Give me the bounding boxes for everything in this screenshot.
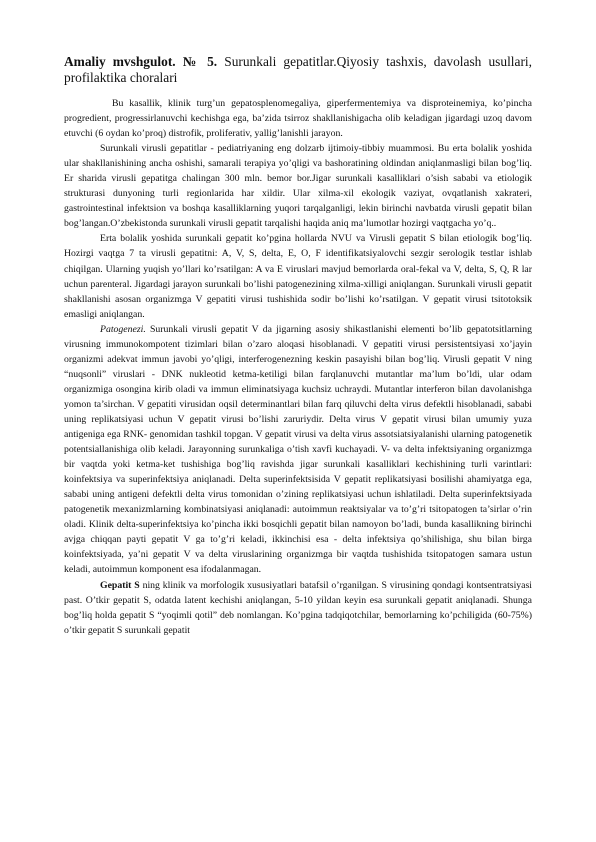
document-body — [64, 96, 532, 638]
pathogenesis-label: Patogenezi. — [100, 323, 146, 335]
page-title — [64, 54, 532, 86]
paragraph-etiology: Erta bolalik yoshida surunkali gepatit ko’pgina hollarda NVU va Virusli gepatit S bilan etiologik bog’liq. Hozirgi vaqtga 7 ta virusli gepatitni: A, V, S, delta, E, O, F identifikatsiyalovchi sezgir serologik testlar ishlab chiqilgan. Ularning yuqish yo’llari ko’rsatilgan: A va E viruslari mavjud bemorlarda oral-fekal va V, delta, S, Q, R lar uchun parenteral. Jigardagi jarayon surunkali bo’lishi patogenezining xilma-xilligi aniqlangan. Surunkali virusli gepatit shakllanishi asosan organizmga V gepatiti virusi tushishida sodir bo’lishi ko’rsatilgan. V gepatit virusi tsitotoksik emasligi aniqlangan. — [64, 233, 532, 320]
paragraph-relevance: Surunkali virusli gepatitlar - pediatriyaning eng dolzarb ijtimoiy-tibbiy muammosi. Bu erta bolalik yoshida ular shakllanishining ancha oshishi, samarali terapiya yo’qligi va bashoratining oldindan aniqlanmasligi bilan bog’liq. Er sharida virusli gepatitga chalingan 300 mln. bemor bor.Jigar surunkali kasalliklari o’sish sababi va etiologik strukturasi dunyoning turli regionlarida har xildir. Ular xilma-xil ekologik vaziyat, ovqatlanish xakrateri, gastrointestinal infektsion va boshqa kasalliklarning yuqori tarqalganligi, lekin birinchi navbatda virusli gepatit bilan bog’langan.O’zbekistonda surunkali virusli gepatit tarqalishi haqida aniq ma’lumotlar hozirgi vaqtgacha yo’q.. — [64, 143, 532, 230]
paragraph-hepatitis-c — [64, 578, 532, 638]
hepatitis-c-text: ning klinik va morfologik xususiyatlari batafsil o’rganilgan. S virusining qondagi kontsentratsiyasi past. O’tkir gepatit S, odatda latent kechishi aniqlangan, 5-10 yildan keyin esa surunkali gepatit aniqlanadi. Shunga bog’liq holda gepatit S “yoqimli qotil” deb nomlangan. Ko’pgina tadqiqotchilar, bemorlarning ko’pchiligida (60-75%) o’tkir gepatit S surunkali gepatit — [64, 579, 532, 636]
title-text: Surunkali gepatitlar.Qiyosiy tashxis, davolash usullari, profilaktika choralari — [64, 54, 532, 85]
document-page — [64, 54, 532, 638]
hepatitis-c-label: Gepatit S — [100, 579, 140, 591]
title-lead: Amaliy mvshgulot. № 5. — [64, 54, 218, 69]
paragraph-pathogenesis — [64, 322, 532, 578]
pathogenesis-text: Surunkali virusli gepatit V da jigarning asosiy shikastlanishi elementi bo’lib gepatotsitlarning virusning immunokompotent tizimlari bilan o’zaro aloqasi hisoblanadi. V gepatiti virusi persistentsiyasi xo’jayin organizmi adekvat immun javobi yo’qligi, interferogenezning keskin pasayishi bilan bog’liq. Virusli gepatit V ning “nuqsonli” viruslari - DNK nukleotid ketma-ketiligi bilan farqlanuvchi mutantlar ma’lum bo’ldi, ular odam organizmiga osongina kirib oladi va immun eliminatsiyaga kuchsiz uchraydi. Mutantlar interferon bilan davolanishga yomon ta’sirchan. V gepatiti virusidan oqsil determinantlari bilan farq qiluvchi delta virus defektli hisoblanadi, sababi uning replikatsiyasi uchun V gepatit virusi bo’lishi zaruriydir. Delta virus V gepatit virusi bilan umumiy yuza antigeniga ega RNK- genomidan tashkil topgan. V gepatit virusi va delta virus assotsiatsiyalanishi ularning patogenetik potentsiallanishiga olib keladi. Jarayonning surunkaliga o’tish xavfi kuchayadi. V- va delta infektsiyaning organizmga bir vaqtda yoki ketma-ket tushishiga bog’liq ravishda jigar surunkali kasalliklari kechishining turli varintlari: koinfektsiya va superinfektsiya aniqlanadi. Delta superinfektsisida V gepatit replikatsiyasi bosilishi ahamiyatga ega, sababi uning antigeni defektli delta virus tomonidan o’zining replikatsiyasi uchun ishlatiladi. Delta superinfektsiyada patogenetik mexanizmlarning kombinatsiyasi aniqlanadi: autoimmun reaktsiyalar va to’g’ri tsitopatogen ta’sirlar o’rin oladi. Klinik delta-superinfektsiya ko’pincha ikki bosqichli gepatit bilan namoyon bo’ladi, bunda kasallikning birinchi avjga chiqqan payti gepatit V ga to’g’ri keladi, ikkinchisi esa - delta infektsiya qo’shilishiga, shu bilan birga koinfektsiyada, ya’ni gepatit V va delta viruslarining organizmga bir vaqtda tushishida tsitopatogen samara ustun keladi, autoimmun komponent esa ifodalanmagan. — [64, 323, 532, 576]
paragraph-definition: Bu kasallik, klinik turg’un gepatosplenomegaliya, giperfermentemiya va disproteinemiya, ko’pincha progredient, progressirlanuvchi kechishga ega, ba’zida tsirroz shakllanishigacha olib keladigan jigardagi uzoq davom etuvchi (6 oydan ko’proq) distrofik, proliferativ, yallig’lanishli jarayon. — [64, 98, 532, 140]
